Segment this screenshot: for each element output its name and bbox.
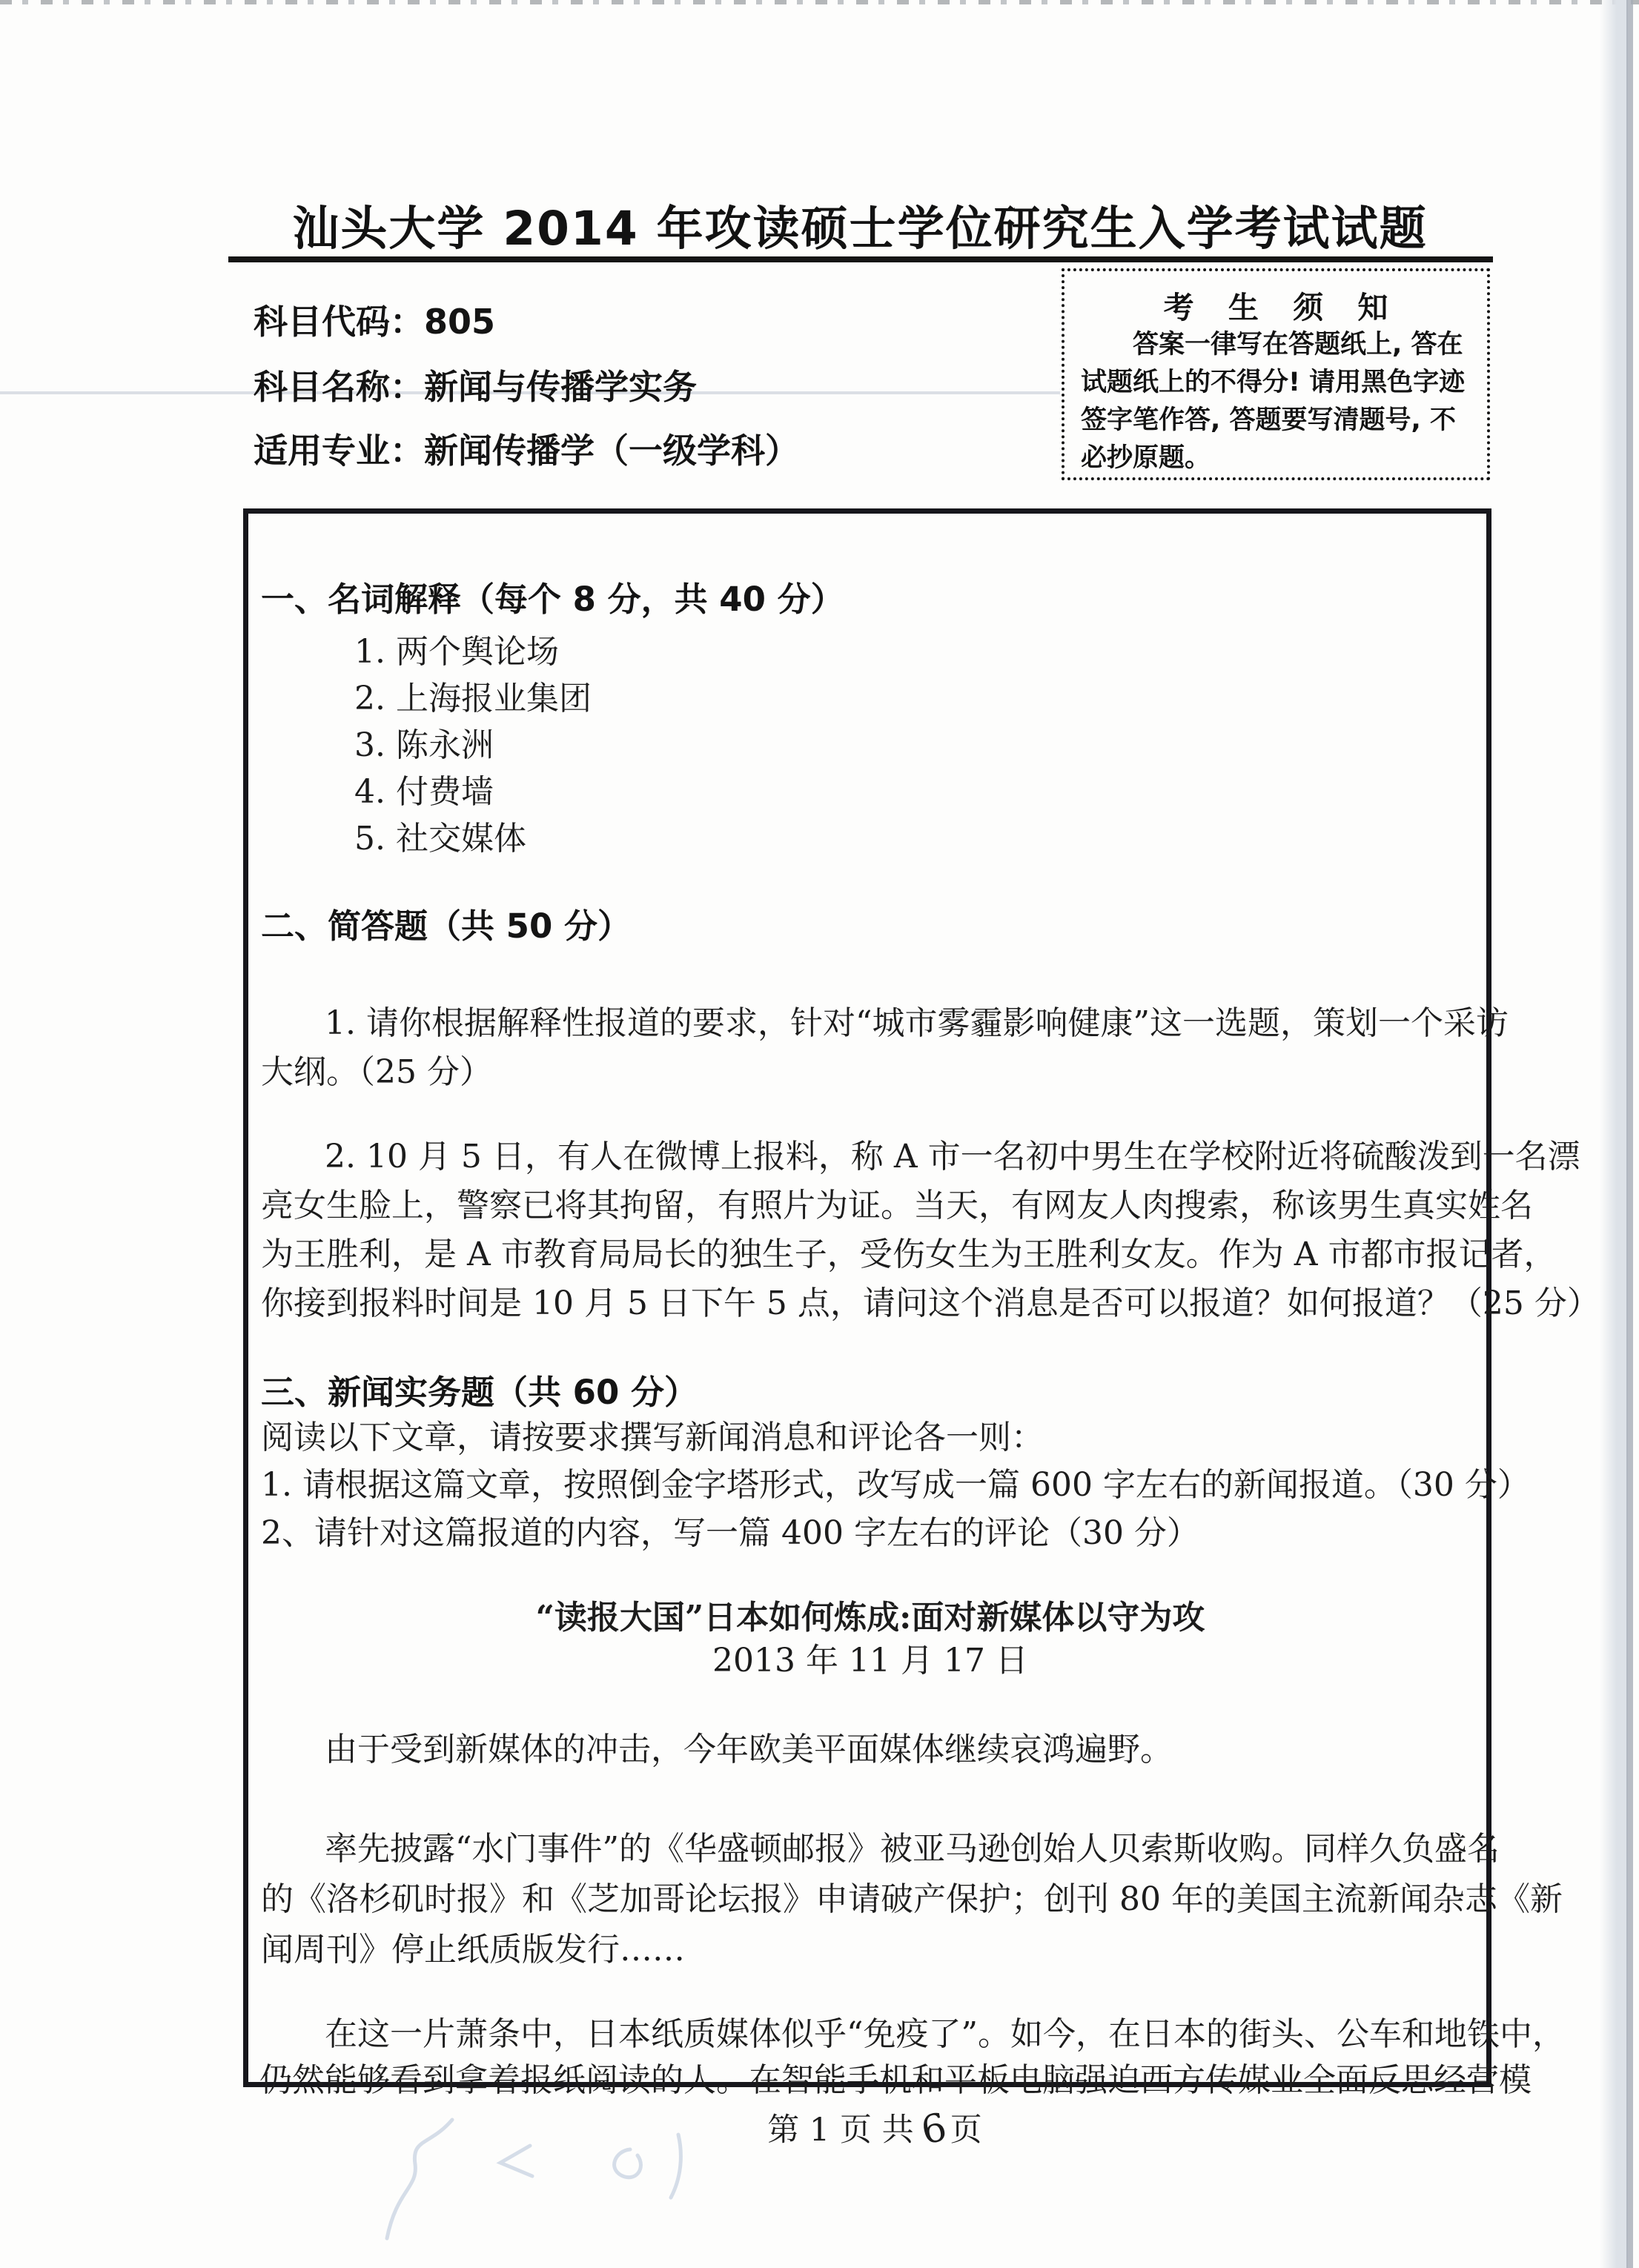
scan-edge-right-band	[1600, 0, 1628, 2268]
candidate-notice-box	[1062, 268, 1490, 480]
section2-q2-line2: 亮女生脸上，警察已将其拘留，有照片为证。当天，有网友人肉搜索，称该男生真实姓名	[261, 1187, 1533, 1224]
handwritten-scribble	[341, 2105, 756, 2268]
article-title: “读报大国”日本如何炼成:面对新媒体以守为攻	[535, 1599, 1205, 1637]
subject-name-line	[254, 360, 697, 409]
section2-q2-line3: 为王胜利，是 A 市教育局局长的独生子，受伤女生为王胜利女友。作为 A 市都市报记者，	[261, 1236, 1557, 1273]
section3-heading: 三、新闻实务题（共 60 分）	[261, 1373, 698, 1412]
article-paragraph2-line1: 率先披露“水门事件”的《华盛顿邮报》被亚马逊创始人贝索斯收购。同样久负盛名	[325, 1830, 1500, 1868]
article-paragraph2-line3: 闻周刊》停止纸质版发行……	[261, 1931, 685, 1969]
subject-name-value: 新闻与传播学实务	[424, 367, 697, 407]
subject-name-label: 科目名称：	[254, 367, 424, 407]
section2-heading: 二、简答题（共 50 分）	[261, 906, 631, 946]
article-paragraph3-line2: 仍然能够看到拿着报纸阅读的人。在智能手机和平板电脑强迫西方传媒业全面反思经营模	[259, 2061, 1532, 2099]
section2-q1-line1: 1. 请你根据解释性报道的要求，针对“城市雾霾影响健康”这一选题，策划一个采访	[325, 1004, 1509, 1042]
notice-body: 答案一律写在答题纸上, 答在试题纸上的不得分! 请用黑色字迹签字笔作答, 答题要写清题号, 不必抄原题。	[1081, 330, 1466, 474]
subject-code-line	[254, 295, 495, 344]
footer-total-pages-handwritten: 6	[917, 2105, 951, 2154]
article-paragraph3-line1: 在这一片萧条中，日本纸质媒体似乎“免疫了”。如今，在日本的街头、公车和地铁中，	[325, 2015, 1565, 2053]
section1-item-3: 3. 陈永洲	[354, 726, 494, 764]
notice-title: 考 生 须 知	[1163, 290, 1400, 325]
footer-prefix: 第 1 页 共	[767, 2112, 914, 2149]
section1-heading: 一、名词解释（每个 8 分，共 40 分）	[261, 580, 844, 619]
subject-major-label: 适用专业：	[254, 431, 424, 471]
subject-code-label: 科目代码：	[254, 302, 424, 342]
subject-major-value: 新闻传播学（一级学科）	[424, 431, 799, 471]
section1-item-5: 5. 社交媒体	[354, 820, 526, 858]
subject-major-line	[254, 424, 799, 473]
scan-edge-top	[0, 0, 1639, 4]
section2-q2-line4: 你接到报料时间是 10 月 5 日下午 5 点，请问这个消息是否可以报道？如何报道？（25 分）	[261, 1284, 1600, 1322]
footer-suffix: 页	[950, 2112, 982, 2149]
title-underline	[228, 256, 1493, 262]
section3-task1: 1. 请根据这篇文章，按照倒金字塔形式，改写成一篇 600 字左右的新闻报道。（30 分）	[261, 1466, 1530, 1504]
article-paragraph2-line2: 的《洛杉矶时报》和《芝加哥论坛报》申请破产保护；创刊 80 年的美国主流新闻杂志《新	[261, 1880, 1563, 1918]
section1-item-1: 1. 两个舆论场	[354, 633, 559, 671]
section3-task2: 2、请针对这篇报道的内容，写一篇 400 字左右的评论（30 分）	[261, 1514, 1199, 1552]
article-paragraph1: 由于受到新媒体的冲击，今年欧美平面媒体继续哀鸿遍野。	[325, 1731, 1173, 1768]
scan-edge-right-line	[1626, 0, 1633, 2268]
section2-q1-line2: 大纲。（25 分）	[261, 1053, 492, 1091]
section2-q2-line1: 2. 10 月 5 日，有人在微博上报料，称 A 市一名初中男生在学校附近将硫酸泼到一名漂	[325, 1138, 1580, 1176]
subject-code-value: 805	[424, 302, 496, 342]
section3-intro: 阅读以下文章，请按要求撰写新闻消息和评论各一则：	[261, 1419, 1044, 1456]
section1-item-4: 4. 付费墙	[354, 773, 494, 811]
page-title: 汕头大学 2014 年攻读硕士学位研究生入学考试试题	[292, 202, 1428, 256]
article-date: 2013 年 11 月 17 日	[712, 1642, 1028, 1680]
section1-item-2: 2. 上海报业集团	[354, 680, 592, 717]
